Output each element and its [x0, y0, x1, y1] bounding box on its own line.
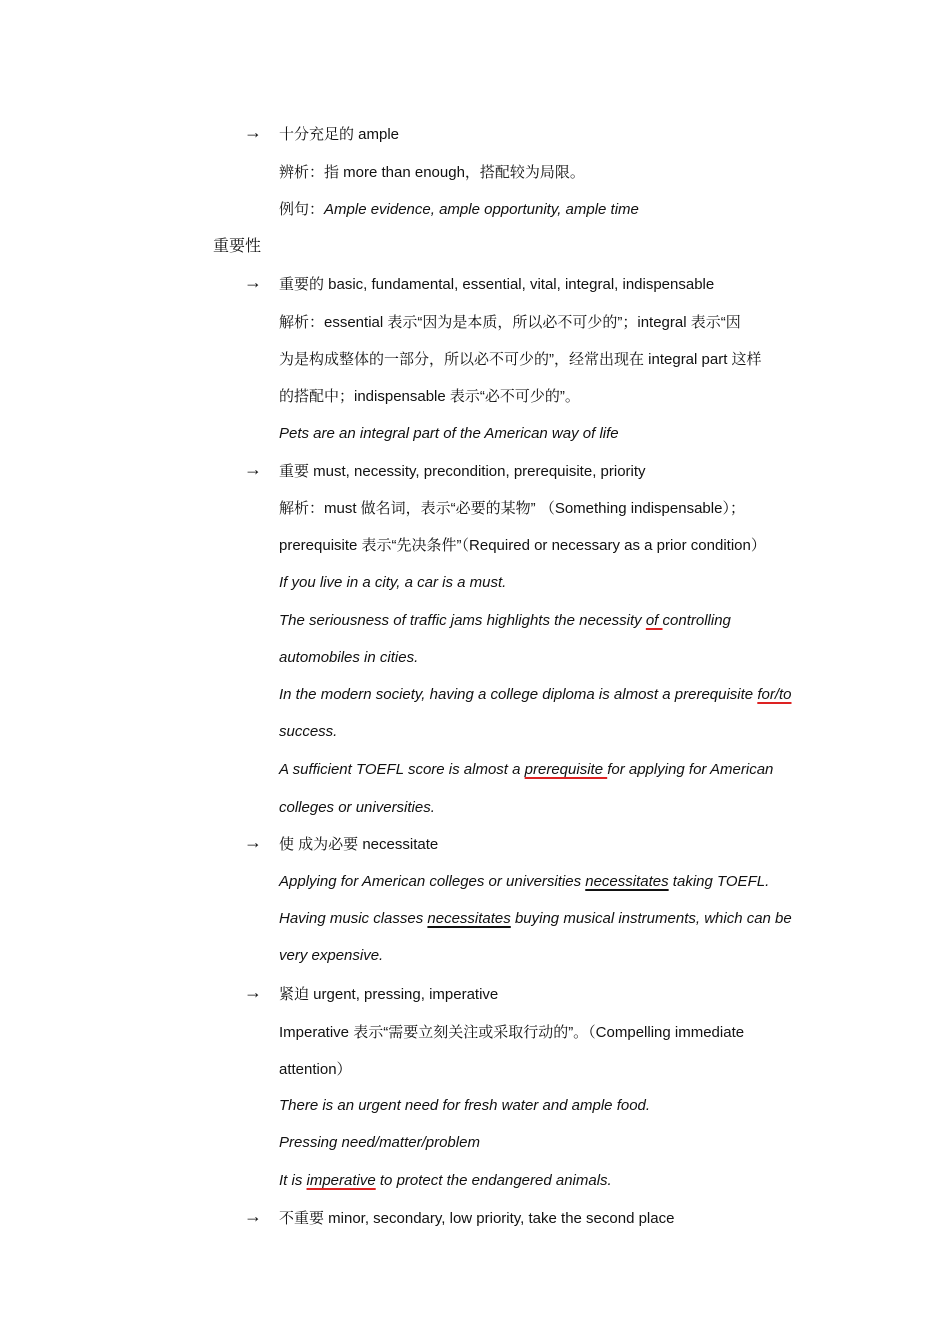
section-heading-importance: 重要性 — [213, 238, 262, 255]
entry-title-ample: 十分充足的 ample — [279, 126, 400, 143]
example-text: buying musical instruments, which can be — [510, 910, 792, 927]
example-text: controlling — [662, 612, 731, 629]
entry-title-necessitate: 使 成为必要 necessitate — [279, 836, 439, 853]
example-text: for applying for American — [607, 761, 774, 778]
urgent-example-1: There is an urgent need for fresh water and ample food. — [279, 1097, 651, 1114]
example-text: taking TOEFL. — [668, 873, 770, 890]
arrow-icon: → — [244, 832, 262, 852]
necessitate-example-2-cont: very expensive. — [279, 947, 384, 964]
urgent-example-3 — [279, 1171, 612, 1191]
underlined-word: imperative — [306, 1172, 376, 1189]
must-example-4-cont: colleges or universities. — [279, 799, 435, 816]
must-example-4 — [279, 760, 773, 780]
underlined-word: of — [645, 612, 663, 629]
urgent-note-1: Imperative 表示“需要立刻关注或采取行动的”。（Compelling immediate — [279, 1024, 745, 1041]
entry-title-important: 重要的 basic, fundamental, essential, vital, integral, indispensable — [279, 276, 715, 293]
entry-title-minor: 不重要 minor, secondary, low priority, take the second place — [279, 1210, 675, 1227]
important-example: Pets are an integral part of the American way of life — [279, 425, 619, 442]
example-text: In the modern society, having a college diploma is almost a prerequisite — [279, 686, 758, 703]
underlined-word: necessitates — [585, 873, 669, 890]
arrow-icon: → — [244, 459, 262, 479]
must-example-1: If you live in a city, a car is a must. — [279, 574, 507, 591]
example-text: to protect the endangered animals. — [375, 1172, 612, 1189]
underlined-word: necessitates — [427, 910, 511, 927]
must-example-3 — [279, 685, 792, 705]
important-note-3: 的搭配中；indispensable 表示“必不可少的”。 — [279, 388, 580, 405]
arrow-icon: → — [244, 122, 262, 142]
must-note-1: 解析：must 做名词，表示“必要的某物” （Something indispensable）； — [279, 500, 745, 517]
urgent-note-2: attention） — [279, 1061, 352, 1078]
example-text: A sufficient TOEFL score is almost a — [279, 761, 525, 778]
urgent-example-2: Pressing need/matter/problem — [279, 1134, 480, 1151]
example-text: It is — [279, 1172, 307, 1189]
arrow-icon: → — [244, 982, 262, 1002]
entry-title-urgent: 紧迫 urgent, pressing, imperative — [279, 986, 499, 1003]
entry-title-must: 重要 must, necessity, precondition, prerequisite, priority — [279, 463, 646, 480]
example-text: Applying for American colleges or universities — [279, 873, 586, 890]
necessitate-example-2 — [279, 909, 792, 929]
must-example-2 — [279, 611, 731, 631]
example-label: 例句： — [279, 201, 325, 218]
important-note-2: 为是构成整体的一部分，所以必不可少的”，经常出现在 integral part 这样 — [279, 351, 762, 368]
must-example-3-cont: success. — [279, 723, 338, 740]
underlined-word: for/to — [757, 686, 792, 703]
ample-example-line — [279, 200, 639, 220]
ample-note: 辨析：指 more than enough，搭配较为局限。 — [279, 164, 585, 181]
arrow-icon: → — [244, 1206, 262, 1226]
necessitate-example-1 — [279, 872, 769, 892]
arrow-icon: → — [244, 272, 262, 292]
underlined-word: prerequisite — [524, 761, 608, 778]
ample-example: Ample evidence, ample opportunity, ample time — [324, 201, 639, 218]
important-note-1: 解析：essential 表示“因为是本质，所以必不可少的”；integral 表示“因 — [279, 314, 741, 331]
must-note-2: prerequisite 表示“先决条件”（Required or necessary as a prior condition） — [279, 537, 766, 554]
must-example-2-cont: automobiles in cities. — [279, 649, 419, 666]
example-text: Having music classes — [279, 910, 428, 927]
example-text: The seriousness of traffic jams highlights the necessity — [279, 612, 646, 629]
